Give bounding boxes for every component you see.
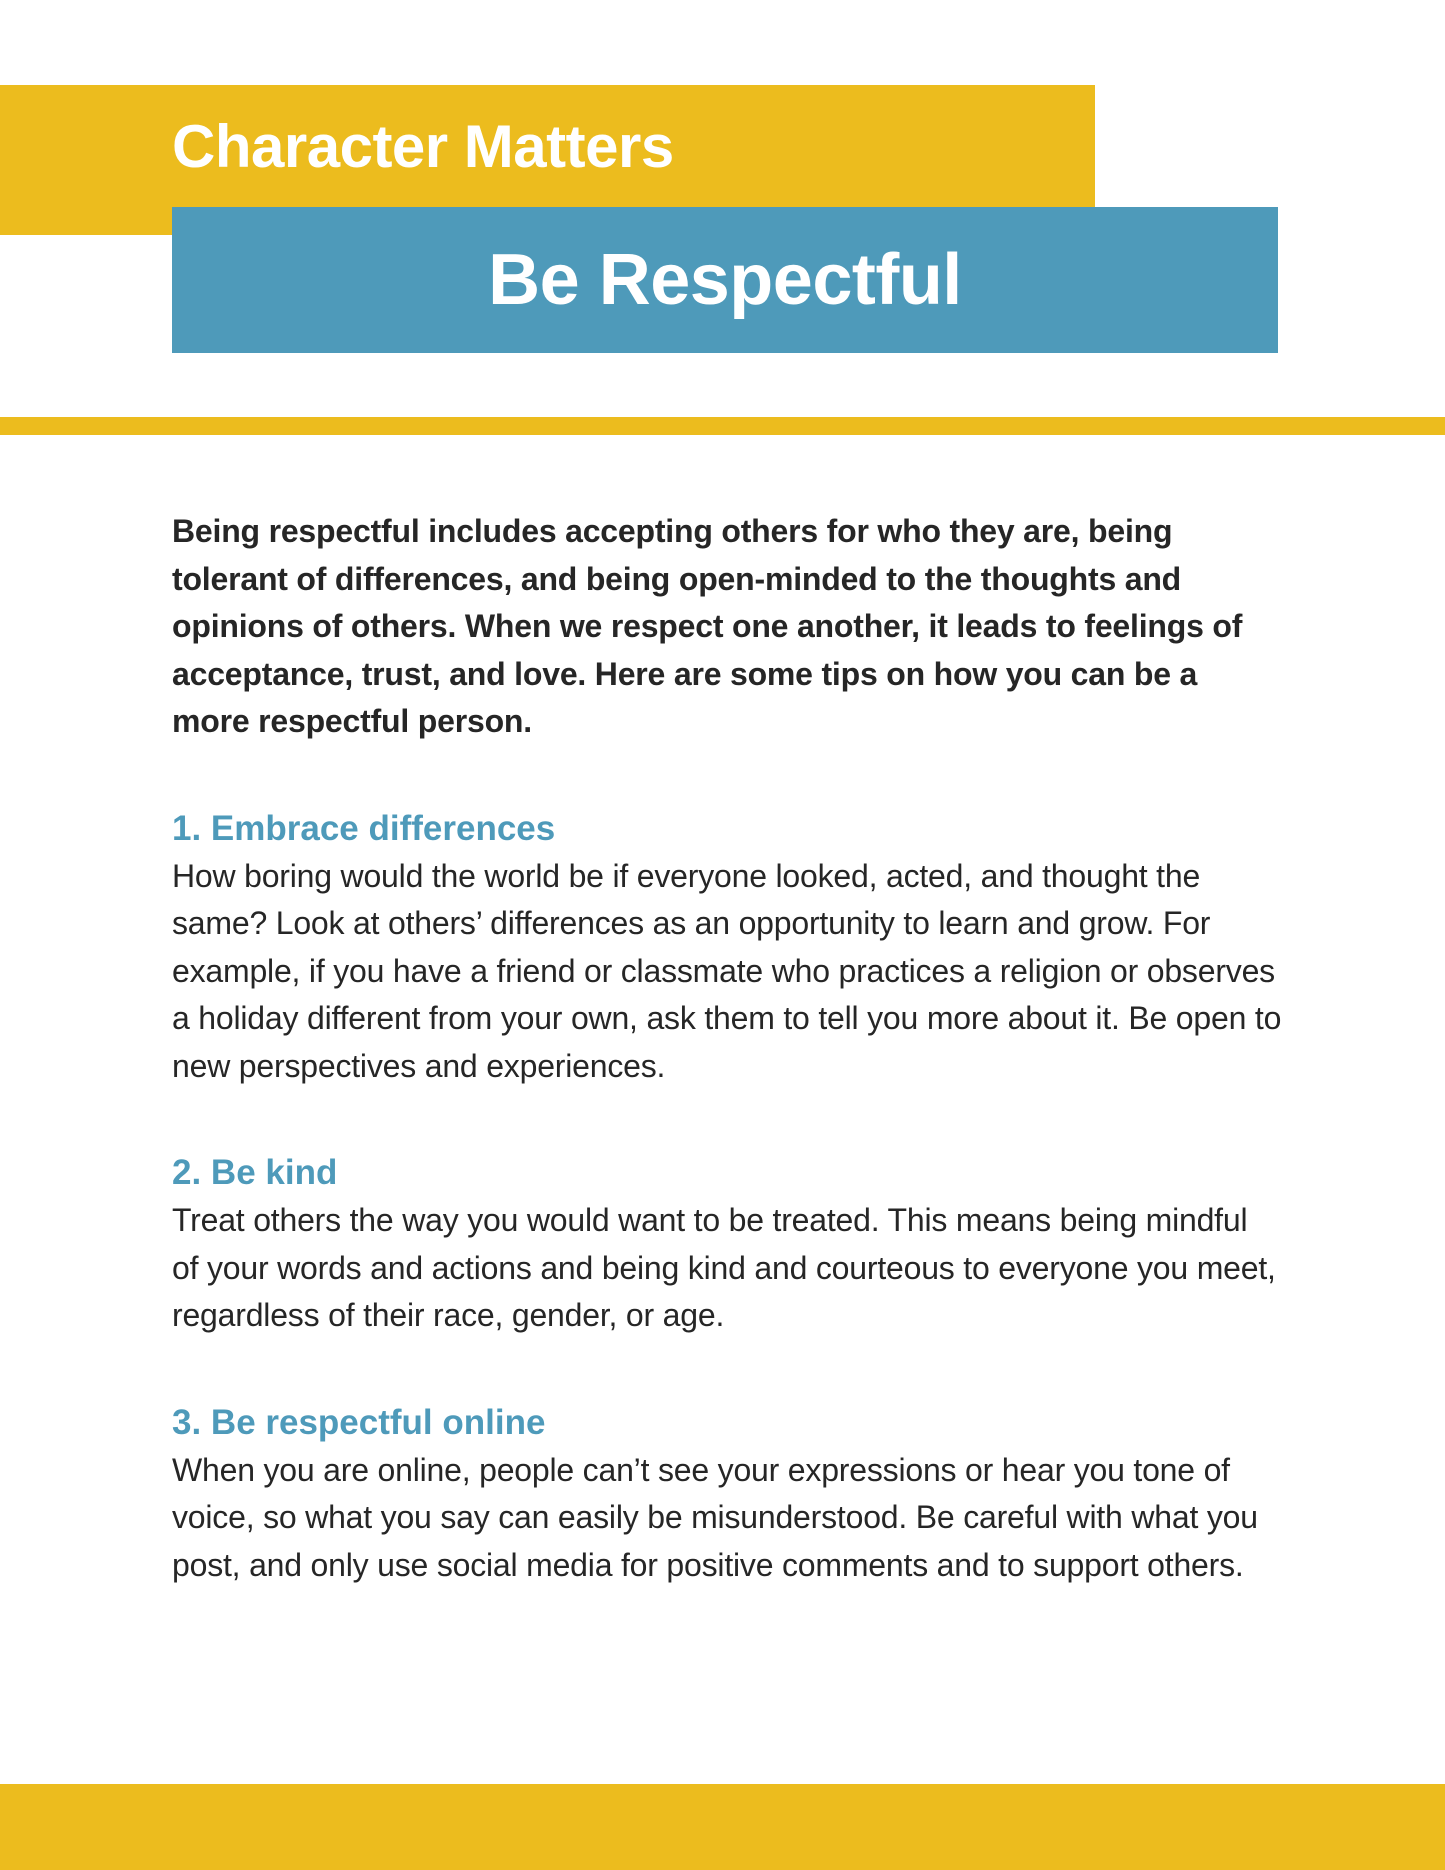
- main-content: [172, 508, 1282, 1589]
- intro-paragraph: Being respectful includes accepting others for who they are, being tolerant of differences, and being open-minded to the thoughts and opinions of others. When we respect one another, it leads to feelings of acceptance, trust, and love. Here are some tips on how you can be a more respectful person.: [172, 513, 1243, 739]
- tip-section-be-kind: [172, 1149, 1282, 1340]
- tip-body: How boring would the world be if everyone looked, acted, and thought the same? Look at others’ differences as an opportunity to learn and grow. For example, if you have a friend or classmate who practices a religion or observes a holiday different from your own, ask them to tell you more about it. Be open to new perspectives and experiences.: [172, 857, 1282, 1084]
- tip-heading: 3. Be respectful online: [172, 1402, 546, 1442]
- tip-section-embrace-differences: [172, 805, 1282, 1091]
- yellow-divider: [0, 417, 1445, 435]
- series-title: Character Matters: [172, 113, 674, 180]
- tip-section-respectful-online: [172, 1399, 1282, 1590]
- tip-body: Treat others the way you would want to be treated. This means being mindful of your words and actions and being kind and courteous to everyone you meet, regardless of their race, gender, or age.: [172, 1202, 1276, 1333]
- title-banner: [172, 207, 1278, 353]
- page-title: Be Respectful: [488, 240, 962, 320]
- tip-heading: 1. Embrace differences: [172, 808, 556, 848]
- tip-heading: 2. Be kind: [172, 1153, 338, 1192]
- tip-body: When you are online, people can’t see your expressions or hear you tone of voice, so what you say can easily be misunderstood. Be careful with what you post, and only use social media for positive comments and to support others.: [172, 1451, 1258, 1583]
- footer-yellow-band: [0, 1784, 1445, 1870]
